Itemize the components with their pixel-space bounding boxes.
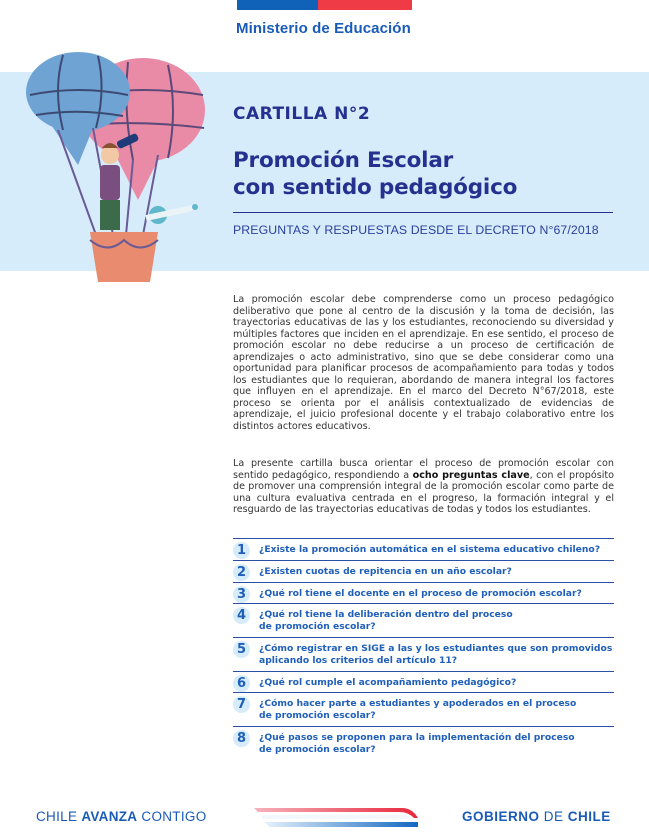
question-line: de promoción escolar?	[259, 743, 376, 755]
question-text[interactable]	[259, 672, 516, 693]
intro-paragraph-2-start: La presente cartilla busca orientar el proceso de promoción escolar con sentido pedagógico, respondiendo a	[233, 458, 614, 481]
intro-paragraph-1: La promoción escolar debe comprenderse como un proceso pedagógico deliberativo que pone al centro de la discusión y la toma de decisión, las trayectorias educativas de las y los estudiantes, reconociendo su diversidad y múltiples factores que inciden en el aprendizaje. En ese sentido, el proceso de promoción escolar no debe reducirse a un proceso de certificación de aprendizajes o acto administrativo, sino que se debe considerar como una oportunidad para planificar procesos de acompañamiento para todas y todos los estudiantes que lo requieran, abordando de manera integral los factores que influyen en el aprendizaje. En el marco del Decreto N°67/2018, este proceso se orienta por el análisis contextualizado de evidencias de aprendizaje, el juicio profesional docente y el trabajo colaborativo entre los distintos actores educativos.	[233, 294, 614, 432]
question-number-badge: 5	[233, 641, 250, 658]
flag-blue-segment	[237, 0, 318, 10]
question-text[interactable]	[259, 583, 582, 604]
question-item-8[interactable]	[233, 726, 614, 760]
chile-flag-bar	[237, 0, 412, 10]
title-line-1: Promoción Escolar	[233, 148, 454, 173]
title-divider	[233, 212, 613, 213]
question-number-badge: 8	[233, 730, 250, 747]
question-number-badge: 4	[233, 607, 250, 624]
question-line: aplicando los criterios del artículo 11?	[259, 654, 458, 666]
slogan-part: CONTIGO	[137, 809, 207, 824]
question-item-2[interactable]	[233, 560, 614, 582]
flag-red-segment	[318, 0, 412, 10]
question-line: ¿Existe la promoción automática en el sistema educativo chileno?	[259, 544, 601, 555]
question-text[interactable]	[259, 693, 576, 726]
question-text[interactable]	[259, 638, 612, 671]
question-text[interactable]	[259, 727, 575, 760]
page-title	[233, 147, 517, 201]
question-line: ¿Cómo hacer parte a estudiantes y apoderados en el proceso	[259, 698, 577, 710]
ministry-name: Ministerio de Educación	[236, 20, 411, 37]
question-line: ¿Qué rol cumple el acompañamiento pedagógico?	[259, 676, 517, 688]
title-line-2: con sentido pedagógico	[233, 175, 518, 200]
question-number-badge: 3	[233, 586, 250, 603]
slogan-part: CHILE	[36, 809, 82, 824]
footer-slogan	[36, 809, 207, 824]
intro-paragraph-2-end: , con el propósito de promover una comprensión integral de la promoción escolar como parte de una cultura evaluativa centrada en el progreso, la formación integral y el resguardo de las trayectorias educativas de todas y todos los estudiantes.	[233, 469, 614, 515]
key-questions-emphasis: ocho preguntas clave	[412, 469, 530, 481]
government-swoosh-logo	[252, 805, 420, 831]
cartilla-number: CARTILLA N°2	[233, 104, 371, 124]
footer-government	[462, 809, 611, 824]
question-text[interactable]	[259, 561, 512, 582]
question-number-badge: 2	[233, 564, 250, 581]
hot-air-balloon-illustration	[18, 50, 218, 290]
government-part: GOBIERNO	[462, 809, 540, 824]
question-line: ¿Qué rol tiene el docente en el proceso de promoción escolar?	[259, 587, 582, 599]
question-line: ¿Cómo registrar en SIGE a las y los estudiantes que son promovidos	[259, 642, 613, 654]
question-item-3[interactable]	[233, 582, 614, 604]
question-item-5[interactable]	[233, 637, 614, 671]
intro-paragraph-2	[233, 458, 614, 516]
question-number-badge: 7	[233, 696, 250, 713]
question-item-4[interactable]	[233, 603, 614, 637]
question-number-badge: 1	[233, 542, 250, 559]
question-list	[233, 538, 614, 760]
question-item-7[interactable]	[233, 692, 614, 726]
question-line: ¿Existen cuotas de repitencia en un año escolar?	[259, 565, 512, 577]
question-item-1[interactable]	[233, 538, 614, 560]
question-line: ¿Qué rol tiene la deliberación dentro del proceso	[259, 609, 513, 621]
question-text[interactable]	[259, 604, 513, 637]
question-item-6[interactable]	[233, 671, 614, 693]
question-number-badge: 6	[233, 675, 250, 692]
government-part: DE	[539, 809, 568, 824]
question-line: de promoción escolar?	[259, 710, 376, 722]
government-part: CHILE	[567, 809, 611, 824]
question-text[interactable]	[259, 539, 600, 560]
question-line: ¿Qué pasos se proponen para la implementación del proceso	[259, 731, 575, 743]
slogan-emphasis: AVANZA	[81, 809, 138, 824]
question-line: de promoción escolar?	[259, 621, 376, 633]
page-subtitle: PREGUNTAS Y RESPUESTAS DESDE EL DECRETO N°67/2018	[233, 223, 599, 237]
